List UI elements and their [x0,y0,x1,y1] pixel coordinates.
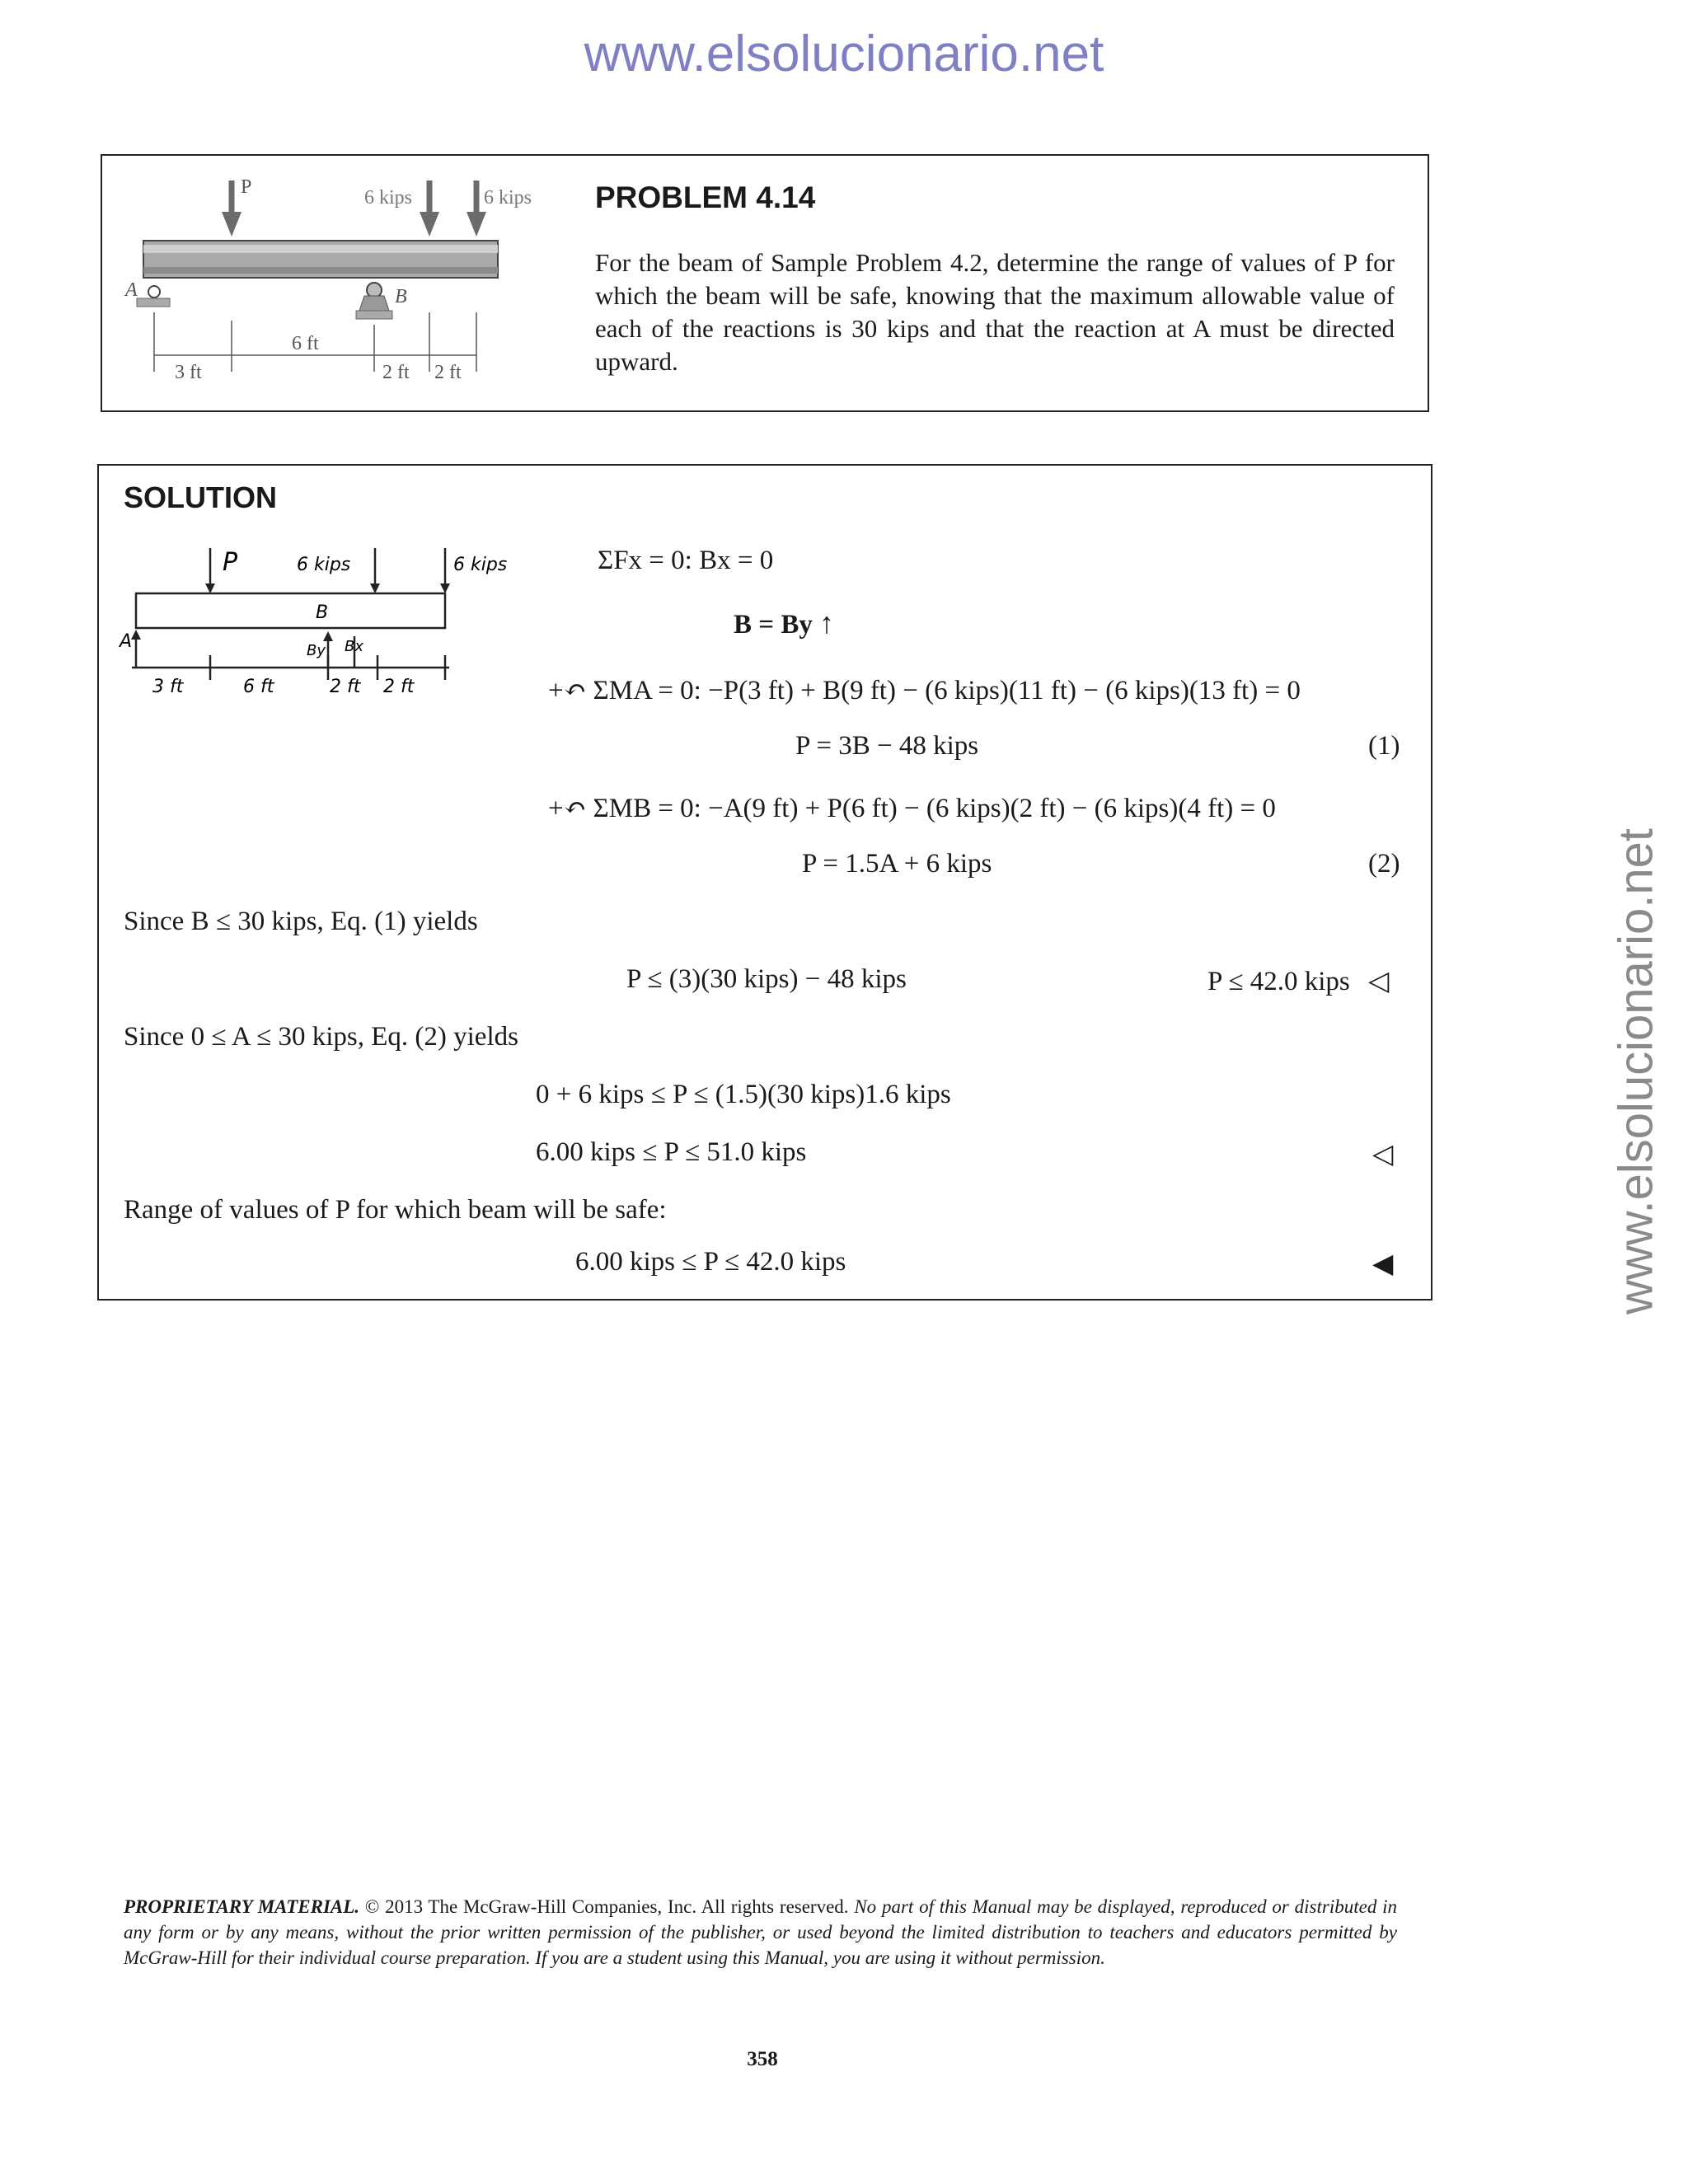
eq-1-tag: (1) [1368,731,1400,761]
moment-ccw-icon-2: +↶ [548,794,587,823]
watermark-top: www.elsolucionario.net [584,26,1104,82]
eq-sum-ma-text: ΣMA = 0: −P(3 ft) + B(9 ft) − (6 kips)(11 ft) − (6 kips)(13 ft) = 0 [593,676,1301,705]
sketch-dim-6ft: 6 ft [243,677,274,697]
fig-label-p: P [241,176,252,198]
since-b-text: Since B ≤ 30 kips, Eq. (1) yields [124,907,478,936]
arrow-up-icon: ↑ [819,607,835,640]
fig-dim-6ft: 6 ft [292,333,319,354]
fig-label-a: A [125,279,138,301]
moment-ccw-icon: +↶ [548,676,587,705]
support-a-roller [148,286,160,298]
triangle-filled-icon: ◀ [1372,1249,1394,1279]
page-number: 358 [747,2048,778,2070]
eq-sum-mb-text: ΣMB = 0: −A(9 ft) + P(6 ft) − (6 kips)(2 ft) − (6 kips)(4 ft) = 0 [593,794,1276,823]
eq-sum-ma [548,673,1301,706]
fig-label-6kips-1: 6 kips [364,187,413,209]
eq-2-tag: (2) [1368,849,1400,879]
solution-title: SOLUTION [124,480,277,514]
fig-dim-2ft-2: 2 ft [434,362,462,383]
triangle-outline-icon: ◁ [1368,967,1390,996]
result-1-text: P ≤ 42.0 kips [1207,967,1350,996]
support-b-pin [367,283,382,298]
watermark-side: www.elsolucionario.net [1609,828,1663,1315]
beam-figure [102,156,564,403]
result-1 [1207,964,1389,997]
sketch-label-6kips-2: 6 kips [453,555,508,575]
ineq-1: P ≤ (3)(30 kips) − 48 kips [626,964,907,994]
range-text: Range of values of P for which beam will be safe: [124,1195,667,1225]
sketch-dim-2ft-1: 2 ft [330,677,361,697]
ineq-2: 0 + 6 kips ≤ P ≤ (1.5)(30 kips)1.6 kips [536,1080,951,1109]
footer-copyright [124,1894,1397,1971]
eq-b-vector [734,606,834,640]
sketch-label-6kips-1: 6 kips [297,555,351,575]
sketch-dim-2ft-2: 2 ft [383,677,415,697]
eq-b-text: B = By [734,610,813,640]
free-body-sketch [115,544,544,733]
ineq-3: 6.00 kips ≤ P ≤ 51.0 kips [536,1137,807,1167]
since-a-text: Since 0 ≤ A ≤ 30 kips, Eq. (2) yields [124,1022,518,1052]
solution-box [97,464,1432,1301]
sketch-label-bx: Bx [345,638,364,655]
sketch-label-by: By [307,642,326,659]
problem-box [101,154,1429,412]
eq-sum-mb [548,791,1276,824]
fig-label-b: B [395,286,407,307]
fig-dim-2ft-1: 2 ft [382,362,410,383]
footer-italic: No part of this Manual may be displayed, reproduced or distributed in any form or by any means, without the prior written permission of the publisher, or used beyond the limited distribution to teachers and educators permitted by McGraw-Hill for their individual course preparation. If you are a student using this Manual, you are using it without permission. [124,1896,1397,1968]
sketch-label-p: P [223,548,238,577]
eq-1: P = 3B − 48 kips [795,731,979,761]
fig-dim-3ft: 3 ft [175,362,202,383]
sketch-label-b: B [316,602,329,623]
problem-statement: For the beam of Sample Problem 4.2, determine the range of values of P for which the beam will be safe, knowing that the maximum allowable value of each of the reactions is 30 kips and that the reaction at A must be directed upward. [595,248,1395,376]
sketch-dim-3ft: 3 ft [152,677,184,697]
problem-title: PROBLEM 4.14 [595,180,816,214]
triangle-outline-icon-2: ◁ [1372,1140,1394,1169]
eq-sum-fx: ΣFx = 0: Bx = 0 [598,546,774,575]
sketch-label-a: A [120,631,133,652]
eq-2: P = 1.5A + 6 kips [802,849,992,879]
final-answer: 6.00 kips ≤ P ≤ 42.0 kips [575,1247,846,1277]
footer-normal: © 2013 The McGraw-Hill Companies, Inc. All rights reserved. [359,1896,855,1917]
footer-bold: PROPRIETARY MATERIAL. [124,1896,360,1917]
fig-label-6kips-2: 6 kips [484,187,532,209]
